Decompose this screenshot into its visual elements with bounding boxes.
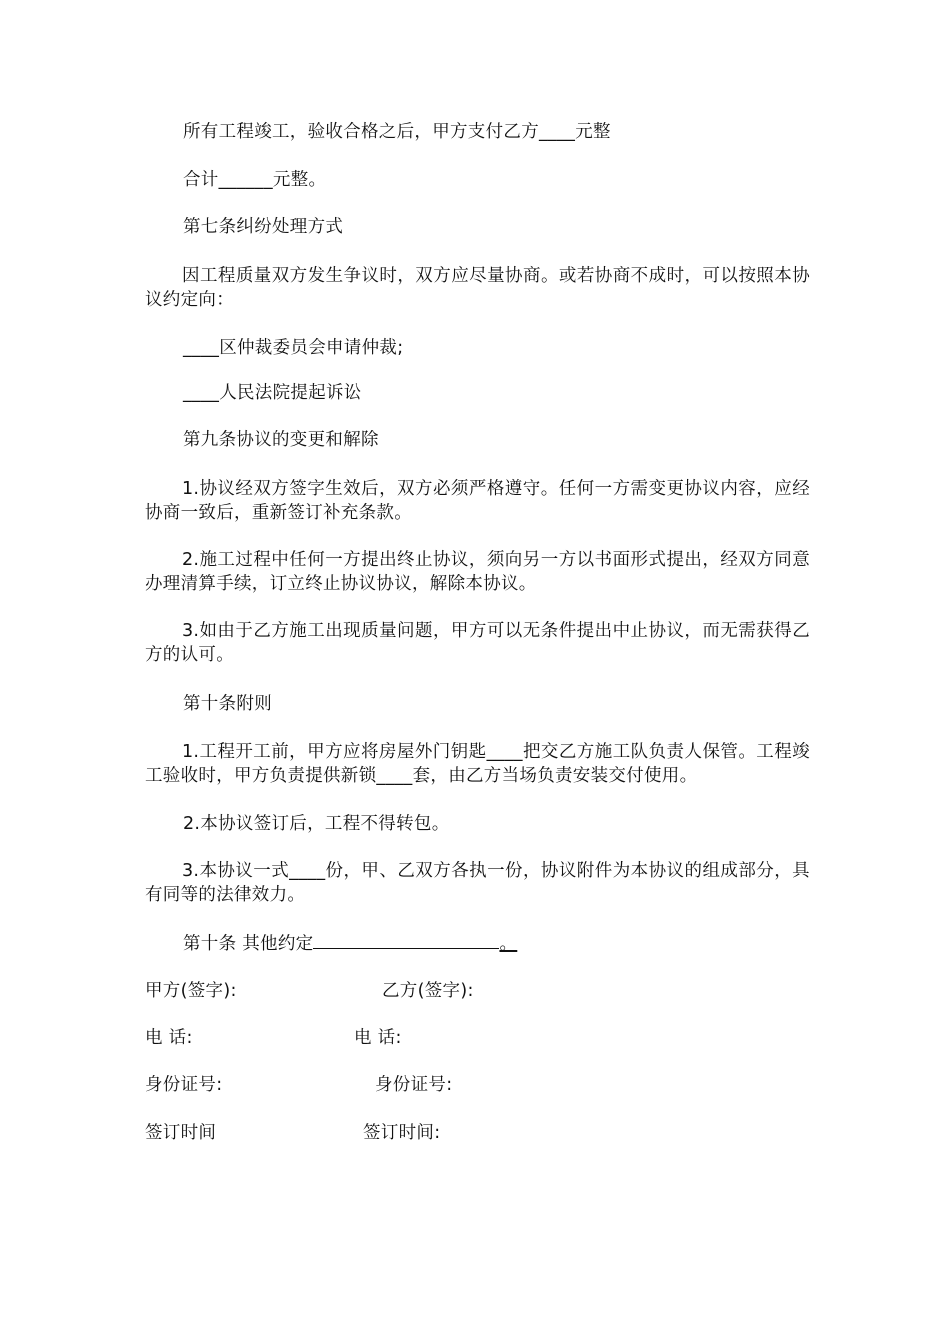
party-a-signature: 甲方(签字): xyxy=(145,981,237,1001)
party-b-sign-date: 签订时间: xyxy=(363,1123,441,1143)
party-b-phone: 电 话: xyxy=(354,1028,402,1048)
article-7-option-court: ____人民法院提起诉讼 xyxy=(183,383,362,403)
article-10-other-terms xyxy=(183,930,517,956)
other-terms-blank xyxy=(313,930,499,949)
article-7-paragraph: 因工程质量双方发生争议时，双方应尽量协商。或若协商不成时，可以按照本协议约定向： xyxy=(145,266,810,310)
article-9-clause-1: 1.协议经双方签字生效后，双方必须严格遵守。任何一方需变更协议内容，应经协商一致后，重新签订补充条款。 xyxy=(145,479,810,523)
party-a-phone: 电 话: xyxy=(145,1028,193,1048)
article-9-clause-3: 3.如由于乙方施工出现质量问题，甲方可以无条件提出中止协议，而无需获得乙方的认可。 xyxy=(145,621,810,665)
party-a-id-number: 身份证号: xyxy=(145,1075,223,1095)
article-10-clause-1: 1.工程开工前，甲方应将房屋外门钥匙____把交乙方施工队负责人保管。工程竣工验收时，甲方负责提供新锁____套，由乙方当场负责安装交付使用。 xyxy=(145,742,810,786)
party-a-sign-date: 签订时间 xyxy=(145,1123,217,1143)
article-10-clause-3: 3.本协议一式____份，甲、乙双方各执一份，协议附件为本协议的组成部分，具有同等的法律效力。 xyxy=(145,861,810,905)
party-b-signature: 乙方(签字): xyxy=(382,981,474,1001)
article-10-title: 第十条附则 xyxy=(183,694,272,714)
payment-total-line: 合计______元整。 xyxy=(183,170,327,190)
article-7-option-arbitration: ____区仲裁委员会申请仲裁; xyxy=(183,338,404,358)
article-7-title: 第七条纠纷处理方式 xyxy=(183,217,344,237)
article-9-clause-2: 2.施工过程中任何一方提出终止协议，须向另一方以书面形式提出，经双方同意办理清算手续，订立终止协议协议，解除本协议。 xyxy=(145,550,810,594)
other-terms-period: 。 xyxy=(499,934,518,954)
party-b-id-number: 身份证号: xyxy=(375,1075,453,1095)
article-10-clause-2: 2.本协议签订后，工程不得转包。 xyxy=(183,814,450,834)
article-9-title: 第九条协议的变更和解除 xyxy=(183,430,379,450)
other-terms-label: 第十条 其他约定 xyxy=(183,934,314,954)
payment-final-line: 所有工程竣工，验收合格之后，甲方支付乙方____元整 xyxy=(183,122,611,142)
